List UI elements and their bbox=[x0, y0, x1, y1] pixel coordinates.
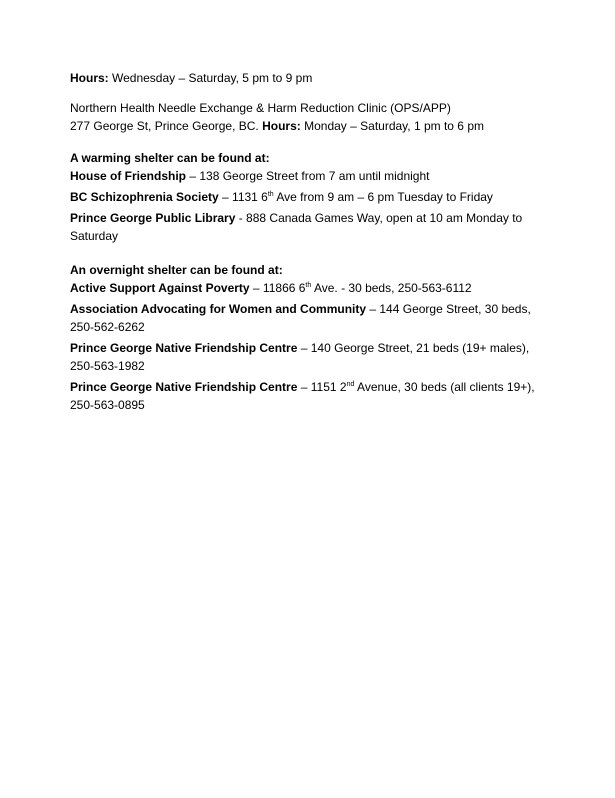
shelter-details-cont: Ave from 9 am – 6 pm Tuesday to Friday bbox=[273, 190, 493, 204]
warming-shelter-heading: A warming shelter can be found at: bbox=[70, 151, 270, 165]
shelter-details: – 1151 2 bbox=[297, 380, 347, 394]
shelter-details: – 11866 6 bbox=[249, 281, 306, 295]
shelter-name: Prince George Native Friendship Centre bbox=[70, 341, 298, 355]
hours-label: Hours: bbox=[70, 71, 109, 85]
warming-shelter-item bbox=[70, 167, 550, 185]
shelter-details: – 144 George Street, 30 beds, 250-562-6262 bbox=[70, 302, 531, 334]
shelter-name: Active Support Against Poverty bbox=[70, 281, 250, 295]
overnight-shelter-item bbox=[70, 378, 550, 414]
shelter-name: House of Friendship bbox=[70, 169, 187, 183]
shelter-details-cont: Avenue, 30 beds (all clients 19+), 250-563-0895 bbox=[70, 380, 535, 412]
needle-clinic-hours-text: Monday – Saturday, 1 pm to 6 pm bbox=[300, 119, 484, 133]
shelter-name: Association Advocating for Women and Community bbox=[70, 302, 367, 316]
ordinal-suffix: th bbox=[267, 191, 274, 198]
shelter-details: – 138 George Street from 7 am until midnight bbox=[186, 169, 430, 183]
hours-text: Wednesday – Saturday, 5 pm to 9 pm bbox=[108, 71, 313, 85]
ordinal-suffix: th bbox=[305, 282, 312, 289]
overnight-shelter-item bbox=[70, 339, 550, 375]
shelter-details: - 888 Canada Games Way, open at 10 am Monday to Saturday bbox=[70, 211, 523, 243]
shelter-details: – 140 George Street, 21 beds (19+ males), 250-563-1982 bbox=[70, 341, 530, 373]
overnight-shelter-item bbox=[70, 300, 550, 336]
needle-clinic-address-line bbox=[70, 117, 550, 135]
needle-clinic-hours-label: Hours: bbox=[262, 119, 301, 133]
shelter-details-cont: Ave. - 30 beds, 250-563-6112 bbox=[311, 281, 472, 295]
document-page bbox=[70, 69, 550, 414]
overnight-shelter-item bbox=[70, 279, 550, 297]
overnight-shelter-heading: An overnight shelter can be found at: bbox=[70, 263, 283, 277]
shelter-name: Prince George Native Friendship Centre bbox=[70, 380, 298, 394]
warming-shelter-item bbox=[70, 209, 550, 245]
shelter-name: Prince George Public Library bbox=[70, 211, 236, 225]
needle-clinic-name: Northern Health Needle Exchange & Harm Reduction Clinic (OPS/APP) bbox=[70, 101, 451, 115]
warming-shelter-item bbox=[70, 188, 550, 206]
ordinal-suffix: nd bbox=[346, 381, 355, 388]
hours-line bbox=[70, 69, 550, 87]
shelter-name: BC Schizophrenia Society bbox=[70, 190, 219, 204]
needle-clinic-address: 277 George St, Prince George, BC. bbox=[70, 119, 263, 133]
shelter-details: – 1131 6 bbox=[218, 190, 268, 204]
